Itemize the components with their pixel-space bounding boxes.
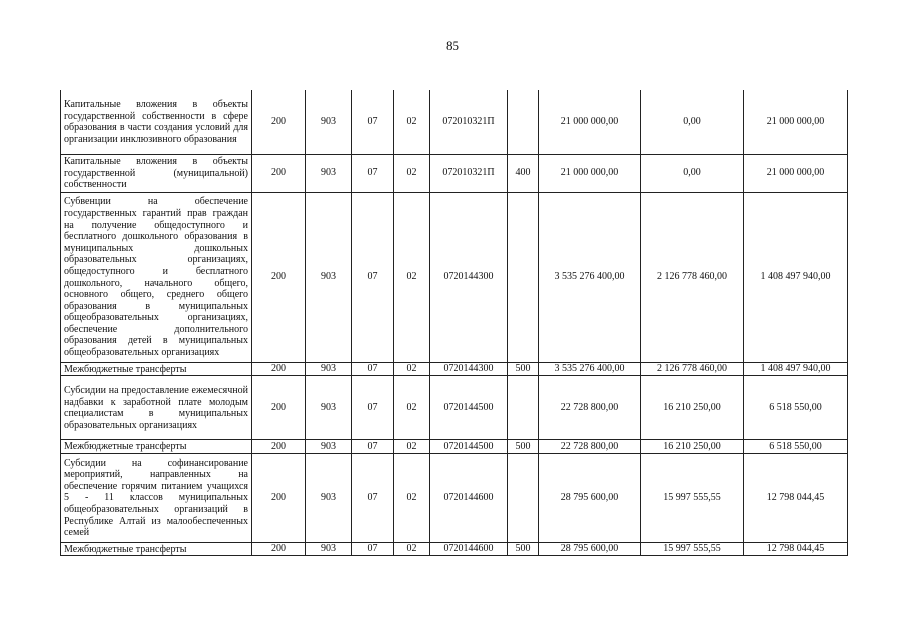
item-name-cell: Субсидии на софинансирование мероприятий, направленных на обеспечение горячим питанием учащихся 5 - 11 классов муниципальных общеобразовательных организаций в Республике Алтай из малообеспеченных семей: [61, 453, 252, 542]
subchapter-cell: 02: [394, 453, 430, 542]
table-row: [61, 90, 848, 154]
item-name-cell: Субсидии на предоставление ежемесячной надбавки к заработной плате молодым специалистам в муниципальных образовательных организациях: [61, 376, 252, 440]
amount-part1-cell: 15 997 555,55: [641, 453, 744, 542]
target-article-cell: 0720144600: [430, 453, 508, 542]
amount-part1-cell: 16 210 250,00: [641, 376, 744, 440]
amount-part2-cell: 6 518 550,00: [744, 376, 848, 440]
amount-part1-cell: 16 210 250,00: [641, 440, 744, 454]
section-code-cell: 200: [252, 154, 306, 192]
chapter-cell: 07: [352, 90, 394, 154]
expense-type-cell: [508, 376, 539, 440]
subchapter-cell: 02: [394, 542, 430, 556]
amount-part1-cell: 2 126 778 460,00: [641, 192, 744, 362]
expense-type-cell: [508, 90, 539, 154]
expense-type-cell: [508, 192, 539, 362]
item-name-cell: Субвенции на обеспечение государственных гарантий прав граждан на получение общедоступного и бесплатного дошкольного образования в муниципальных дошкольных образовательных организациях, общедоступного и бесплатного дошкольного, начального общего, основного общего, среднего общего образования в муниципальных общеобразовательных организациях, обеспечение дополнительного образования детей в муниципальных общеобразовательных организациях: [61, 192, 252, 362]
amount-part2-cell: 1 408 497 940,00: [744, 192, 848, 362]
expense-type-cell: 500: [508, 362, 539, 376]
table-row: [61, 192, 848, 362]
chapter-cell: 07: [352, 376, 394, 440]
ministry-code-cell: 903: [306, 376, 352, 440]
page-number: 85: [446, 38, 459, 53]
subchapter-cell: 02: [394, 362, 430, 376]
target-article-cell: 072010321П: [430, 154, 508, 192]
target-article-cell: 0720144300: [430, 192, 508, 362]
amount-total-cell: 22 728 800,00: [539, 440, 641, 454]
amount-part1-cell: 0,00: [641, 90, 744, 154]
amount-part2-cell: 21 000 000,00: [744, 90, 848, 154]
chapter-cell: 07: [352, 154, 394, 192]
subchapter-cell: 02: [394, 376, 430, 440]
amount-part1-cell: 15 997 555,55: [641, 542, 744, 556]
table-row: [61, 542, 848, 556]
amount-total-cell: 28 795 600,00: [539, 542, 641, 556]
target-article-cell: 0720144600: [430, 542, 508, 556]
amount-part2-cell: 6 518 550,00: [744, 440, 848, 454]
ministry-code-cell: 903: [306, 542, 352, 556]
section-code-cell: 200: [252, 542, 306, 556]
target-article-cell: 0720144500: [430, 376, 508, 440]
target-article-cell: 072010321П: [430, 90, 508, 154]
ministry-code-cell: 903: [306, 192, 352, 362]
section-code-cell: 200: [252, 440, 306, 454]
amount-part1-cell: 0,00: [641, 154, 744, 192]
amount-part2-cell: 12 798 044,45: [744, 453, 848, 542]
expense-type-cell: 500: [508, 542, 539, 556]
chapter-cell: 07: [352, 192, 394, 362]
amount-total-cell: 3 535 276 400,00: [539, 192, 641, 362]
amount-total-cell: 22 728 800,00: [539, 376, 641, 440]
expense-type-cell: 400: [508, 154, 539, 192]
subchapter-cell: 02: [394, 192, 430, 362]
amount-part1-cell: 2 126 778 460,00: [641, 362, 744, 376]
chapter-cell: 07: [352, 453, 394, 542]
ministry-code-cell: 903: [306, 362, 352, 376]
ministry-code-cell: 903: [306, 440, 352, 454]
section-code-cell: 200: [252, 453, 306, 542]
ministry-code-cell: 903: [306, 154, 352, 192]
subchapter-cell: 02: [394, 440, 430, 454]
target-article-cell: 0720144500: [430, 440, 508, 454]
expense-type-cell: [508, 453, 539, 542]
section-code-cell: 200: [252, 376, 306, 440]
amount-total-cell: 21 000 000,00: [539, 154, 641, 192]
section-code-cell: 200: [252, 90, 306, 154]
expense-type-cell: 500: [508, 440, 539, 454]
table-row: [61, 440, 848, 454]
subchapter-cell: 02: [394, 154, 430, 192]
target-article-cell: 0720144300: [430, 362, 508, 376]
item-name-cell: Межбюджетные трансферты: [61, 440, 252, 454]
amount-total-cell: 28 795 600,00: [539, 453, 641, 542]
section-code-cell: 200: [252, 362, 306, 376]
amount-part2-cell: 1 408 497 940,00: [744, 362, 848, 376]
amount-total-cell: 3 535 276 400,00: [539, 362, 641, 376]
chapter-cell: 07: [352, 362, 394, 376]
subchapter-cell: 02: [394, 90, 430, 154]
budget-table: [60, 90, 848, 556]
amount-part2-cell: 12 798 044,45: [744, 542, 848, 556]
item-name-cell: Межбюджетные трансферты: [61, 362, 252, 376]
amount-total-cell: 21 000 000,00: [539, 90, 641, 154]
section-code-cell: 200: [252, 192, 306, 362]
table-row: [61, 362, 848, 376]
ministry-code-cell: 903: [306, 453, 352, 542]
item-name-cell: Межбюджетные трансферты: [61, 542, 252, 556]
item-name-cell: Капитальные вложения в объекты государственной (муниципальной) собственности: [61, 154, 252, 192]
chapter-cell: 07: [352, 440, 394, 454]
amount-part2-cell: 21 000 000,00: [744, 154, 848, 192]
chapter-cell: 07: [352, 542, 394, 556]
table-row: [61, 376, 848, 440]
ministry-code-cell: 903: [306, 90, 352, 154]
table-row: [61, 154, 848, 192]
item-name-cell: Капитальные вложения в объекты государственной собственности в сфере образования в части создания условий для организации инклюзивного образования: [61, 90, 252, 154]
table-row: [61, 453, 848, 542]
